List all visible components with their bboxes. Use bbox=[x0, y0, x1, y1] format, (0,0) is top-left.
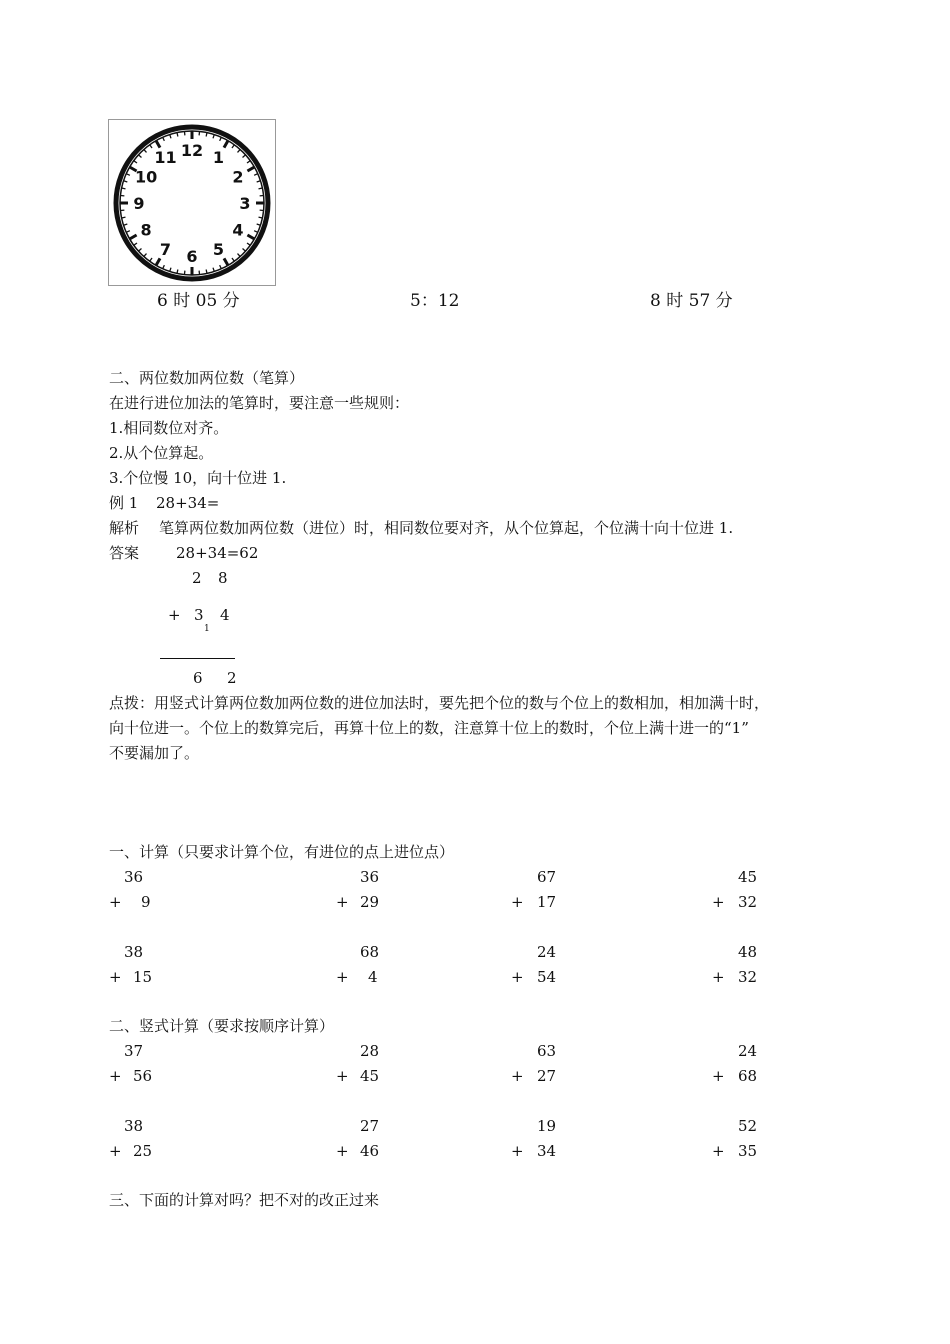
vertical-plus-sign: + bbox=[168, 606, 181, 624]
addend-top: 48 bbox=[738, 943, 758, 961]
addend-bottom: 45 bbox=[360, 1067, 380, 1085]
addend-top: 27 bbox=[360, 1117, 380, 1135]
plus-sign: + bbox=[109, 1142, 122, 1160]
exercise1-heading: 一、计算（只要求计算个位，有进位的点上进位点） bbox=[109, 843, 455, 861]
addend-bottom: 54 bbox=[537, 968, 557, 986]
clock-face bbox=[109, 120, 275, 285]
clock-image bbox=[108, 119, 276, 286]
tip-line-3: 不要漏加了。 bbox=[109, 744, 200, 762]
carry-mark: 1 bbox=[204, 624, 210, 634]
time-label-1: 6 时 05 分 bbox=[157, 291, 240, 311]
addend-bottom: 29 bbox=[360, 893, 380, 911]
addend-bottom: 4 bbox=[368, 968, 378, 986]
vertical-bottom-tens: 3 bbox=[194, 606, 204, 624]
addend-top: 67 bbox=[537, 868, 557, 886]
minute-tick bbox=[122, 188, 126, 189]
plus-sign: + bbox=[336, 1067, 349, 1085]
vertical-bottom-ones: 4 bbox=[220, 606, 230, 624]
clock-numeral: 3 bbox=[239, 194, 251, 213]
example-label: 例 1 bbox=[109, 494, 139, 512]
addend-top: 37 bbox=[124, 1042, 144, 1060]
addend-bottom: 9 bbox=[141, 893, 151, 911]
minute-tick bbox=[259, 217, 263, 218]
minute-tick bbox=[122, 217, 126, 218]
addend-top: 63 bbox=[537, 1042, 557, 1060]
addend-top: 24 bbox=[537, 943, 557, 961]
plus-sign: + bbox=[109, 893, 122, 911]
plus-sign: + bbox=[336, 893, 349, 911]
minute-tick bbox=[177, 270, 178, 274]
plus-sign: + bbox=[712, 1067, 725, 1085]
clock-numeral: 7 bbox=[159, 239, 172, 259]
analysis-text: 笔算两位数加两位数（进位）时，相同数位要对齐，从个位算起，个位满十向十位进 1. bbox=[159, 519, 734, 537]
clock-numeral: 9 bbox=[133, 194, 145, 213]
addend-bottom: 32 bbox=[738, 893, 758, 911]
clock-numeral: 1 bbox=[212, 148, 225, 168]
sum-line bbox=[160, 658, 235, 659]
addend-bottom: 34 bbox=[537, 1142, 557, 1160]
addend-bottom: 56 bbox=[133, 1067, 153, 1085]
minute-tick bbox=[206, 270, 207, 274]
plus-sign: + bbox=[511, 1067, 524, 1085]
addend-top: 52 bbox=[738, 1117, 758, 1135]
vertical-result-tens: 6 bbox=[193, 669, 203, 687]
example-expression: 28+34= bbox=[156, 494, 220, 512]
clock-numeral: 12 bbox=[180, 141, 204, 160]
addend-bottom: 35 bbox=[738, 1142, 758, 1160]
plus-sign: + bbox=[109, 1067, 122, 1085]
clock-numeral: 8 bbox=[140, 220, 152, 240]
clock-numeral: 5 bbox=[212, 239, 225, 259]
answer-text: 28+34=62 bbox=[176, 544, 259, 562]
addend-bottom: 27 bbox=[537, 1067, 557, 1085]
time-label-3: 8 时 57 分 bbox=[650, 291, 733, 311]
minute-tick bbox=[177, 133, 178, 137]
addend-top: 45 bbox=[738, 868, 758, 886]
tip-line-1: 点拨：用竖式计算两位数加两位数的进位加法时，要先把个位的数与个位上的数相加，相加满十时， bbox=[109, 694, 770, 712]
clock-numeral: 2 bbox=[232, 167, 244, 187]
exercise3-heading: 三、下面的计算对吗？把不对的改正过来 bbox=[109, 1191, 380, 1209]
clock-numeral: 11 bbox=[154, 148, 177, 168]
addend-top: 38 bbox=[124, 943, 144, 961]
plus-sign: + bbox=[336, 968, 349, 986]
time-label-2: 5：12 bbox=[410, 291, 460, 311]
clock-numeral: 10 bbox=[134, 167, 158, 187]
addend-top: 36 bbox=[124, 868, 144, 886]
addend-bottom: 46 bbox=[360, 1142, 380, 1160]
analysis-label: 解析 bbox=[109, 519, 140, 537]
minute-tick bbox=[206, 133, 207, 137]
vertical-top-ones: 8 bbox=[218, 569, 228, 587]
addend-top: 68 bbox=[360, 943, 380, 961]
addend-top: 24 bbox=[738, 1042, 758, 1060]
plus-sign: + bbox=[712, 1142, 725, 1160]
addend-top: 19 bbox=[537, 1117, 557, 1135]
plus-sign: + bbox=[511, 893, 524, 911]
addend-bottom: 68 bbox=[738, 1067, 758, 1085]
plus-sign: + bbox=[712, 968, 725, 986]
addend-top: 36 bbox=[360, 868, 380, 886]
rule-2: 2.从个位算起。 bbox=[109, 444, 214, 462]
minute-tick bbox=[259, 188, 263, 189]
addend-top: 38 bbox=[124, 1117, 144, 1135]
addend-top: 28 bbox=[360, 1042, 380, 1060]
addend-bottom: 17 bbox=[537, 893, 557, 911]
clock-numeral: 4 bbox=[232, 220, 244, 240]
addend-bottom: 15 bbox=[133, 968, 153, 986]
exercise2-heading: 二、竖式计算（要求按顺序计算） bbox=[109, 1017, 335, 1035]
plus-sign: + bbox=[712, 893, 725, 911]
plus-sign: + bbox=[336, 1142, 349, 1160]
answer-label: 答案 bbox=[109, 544, 140, 562]
tip-line-2: 向十位进一。个位上的数算完后，再算十位上的数，注意算十位上的数时，个位上满十进一的“1” bbox=[109, 719, 749, 737]
clock-numeral: 6 bbox=[186, 247, 198, 266]
vertical-top-tens: 2 bbox=[192, 569, 202, 587]
rule-1: 1.相同数位对齐。 bbox=[109, 419, 229, 437]
intro-text: 在进行进位加法的笔算时，要注意一些规则： bbox=[109, 394, 410, 412]
vertical-result-ones: 2 bbox=[227, 669, 237, 687]
addend-bottom: 32 bbox=[738, 968, 758, 986]
plus-sign: + bbox=[511, 1142, 524, 1160]
addend-bottom: 25 bbox=[133, 1142, 153, 1160]
section-heading: 二、两位数加两位数（笔算） bbox=[109, 369, 305, 387]
rule-3: 3.个位慢 10，向十位进 1. bbox=[109, 469, 287, 487]
plus-sign: + bbox=[109, 968, 122, 986]
plus-sign: + bbox=[511, 968, 524, 986]
